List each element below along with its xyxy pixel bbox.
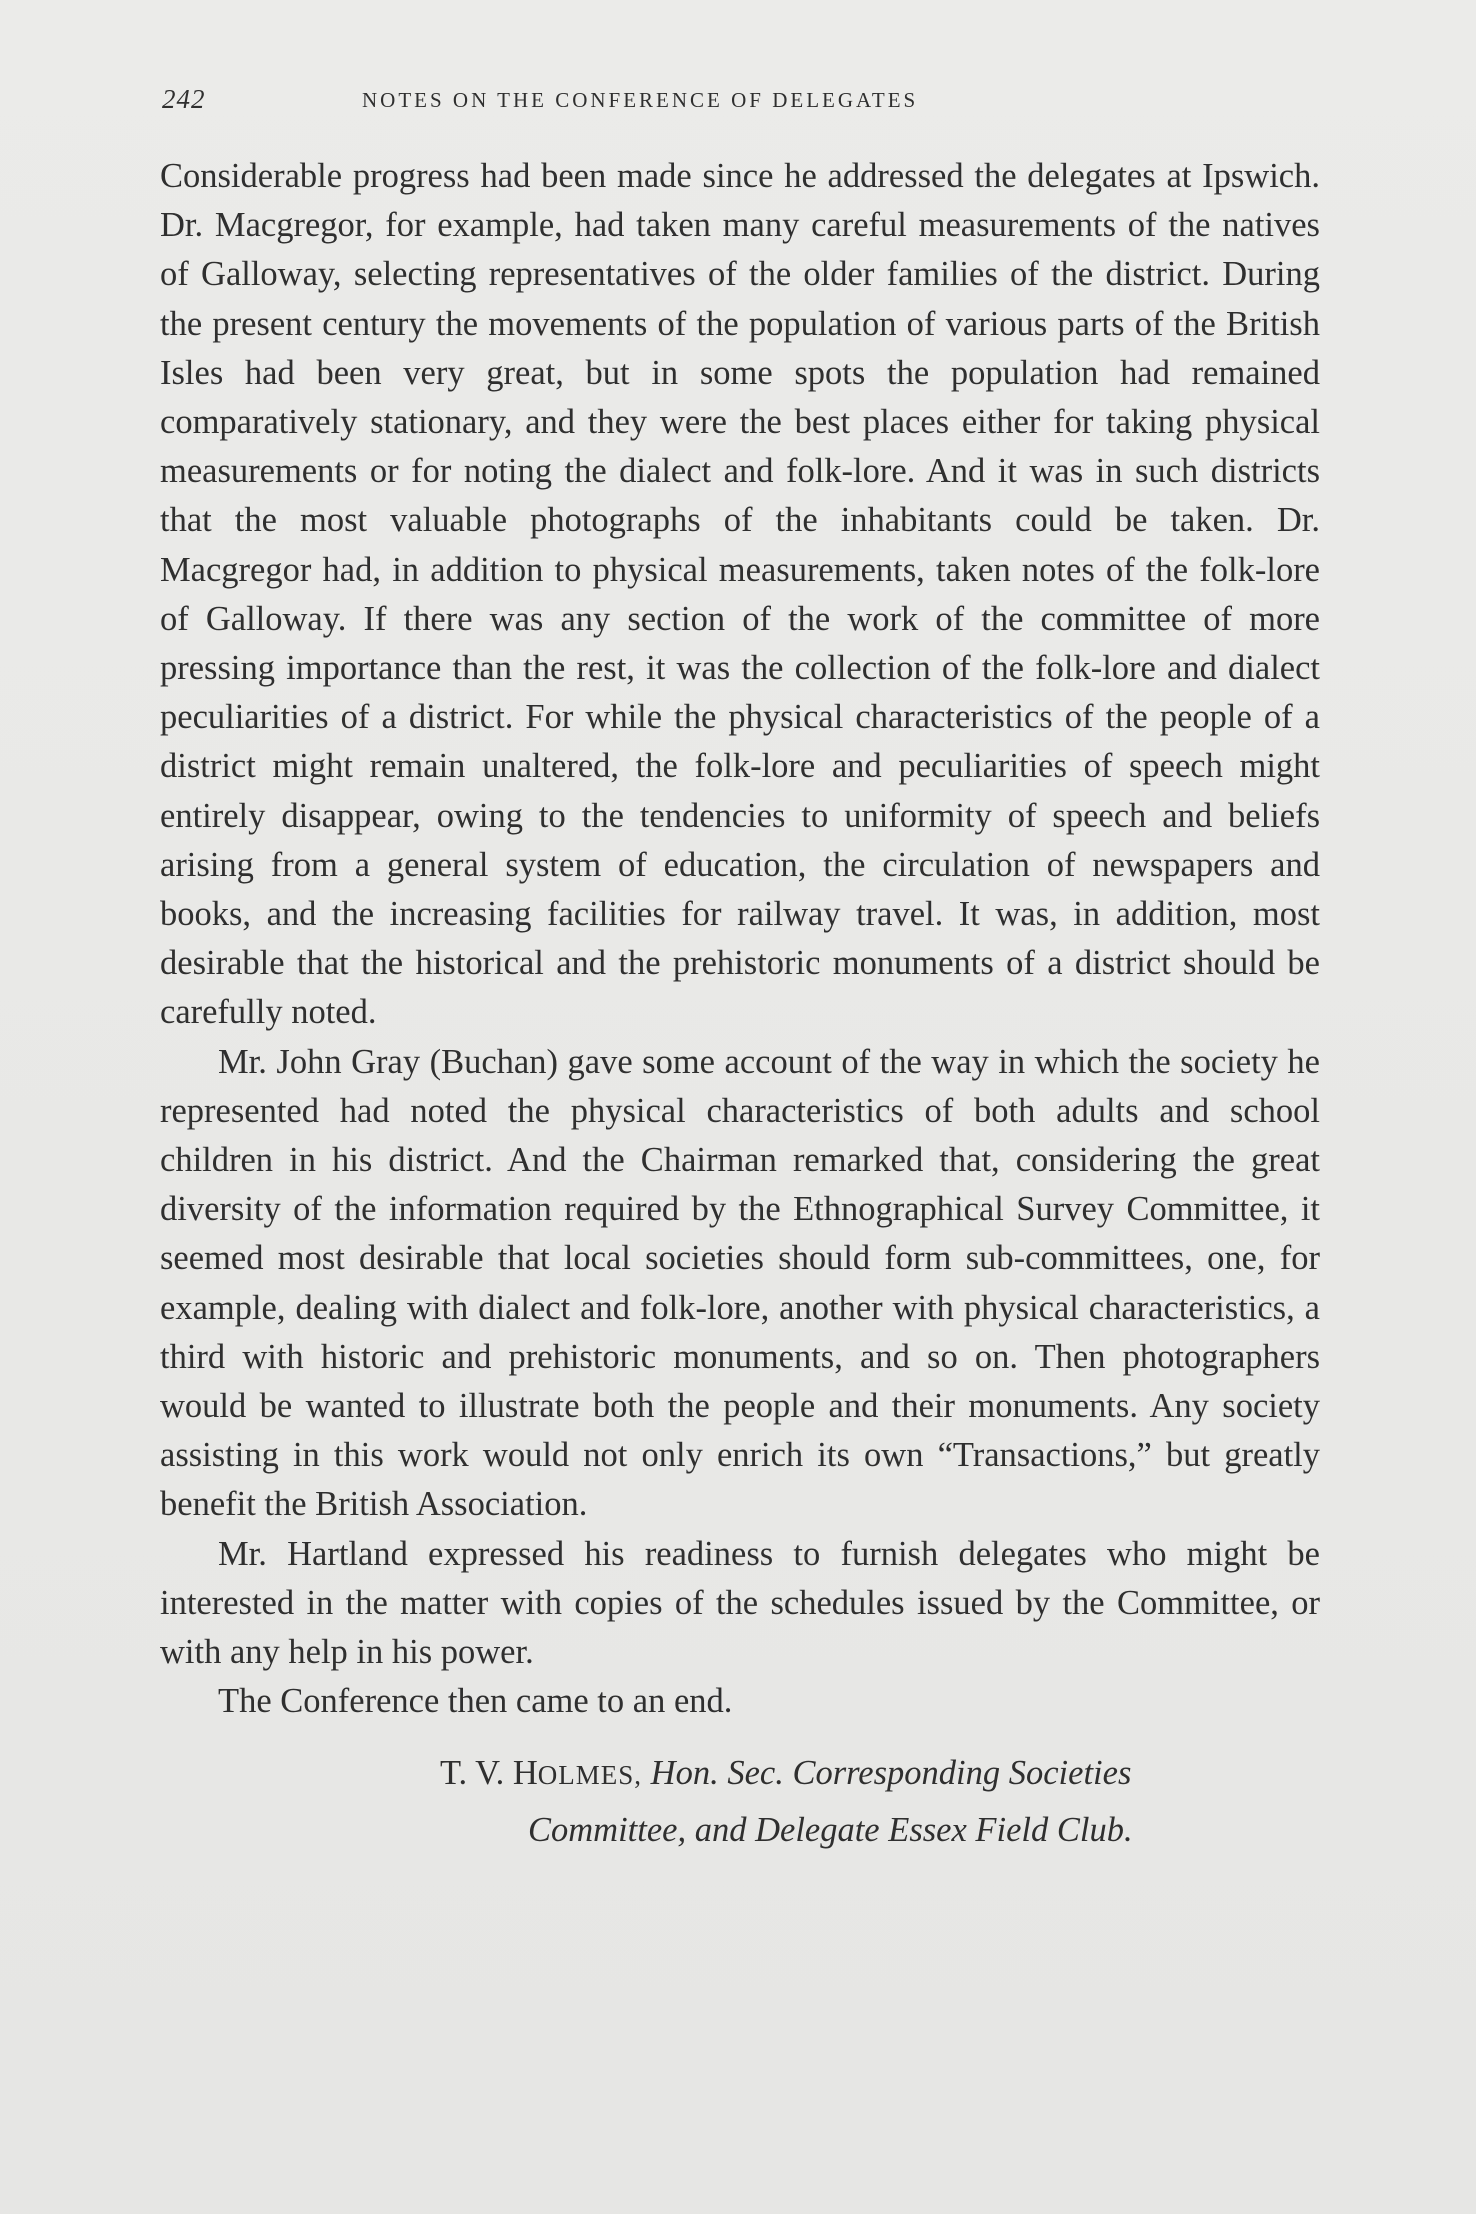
signature-line-1: [440, 1746, 1320, 1803]
signature-initials: T. V. H: [440, 1754, 538, 1792]
signature-line-2: [528, 1803, 1320, 1858]
page-number: 242: [162, 84, 206, 114]
signature-title-1: Hon. Sec. Corresponding Societies: [650, 1754, 1132, 1792]
paragraph-3: Mr. Hartland expressed his readiness to furnish delegates who might be interested in the matter with copies of the schedules issued by the Committee, or with any help in his power.: [160, 1534, 1320, 1672]
signature-surname: OLMES,: [537, 1760, 643, 1790]
running-title: NOTES ON THE CONFERENCE OF DELEGATES: [362, 88, 919, 112]
body-text: [160, 152, 1320, 1727]
signature-title-2: Committee, and Delegate Essex Field Club.: [528, 1811, 1133, 1849]
page-header: [162, 84, 1322, 124]
paragraph-2: Mr. John Gray (Buchan) gave some account of the way in which the society he represented had noted the physical characteristics of both adults and school children in his district. And the Chairman remarked that, considering the great diversity of the information required by the Ethnographical Survey Committee, it seemed most desirable that local societies should form sub-committees, one, for example, dealing with dialect and folk-lore, another with physical characteristics, a third with historic and prehistoric monuments, and so on. Then photographers would be wanted to illustrate both the people and their monuments. Any society assisting in this work would not only enrich its own “Transactions,” but greatly benefit the British Association.: [160, 1042, 1320, 1524]
paragraph-1: Considerable progress had been made since he addressed the delegates at Ipswich. Dr. Macgregor, for example, had taken many careful measurements of the natives of Galloway, selecting representatives of the older families of the district. During the present century the movements of the population of various parts of the British Isles had been very great, but in some spots the population had remained comparatively stationary, and they were the best places either for taking physical measurements or for noting the dialect and folk-lore. And it was in such districts that the most valuable photographs of the inhabitants could be taken. Dr. Macgregor had, in addition to physical measurements, taken notes of the folk-lore of Galloway. If there was any section of the work of the committee of more pressing importance than the rest, it was the collection of the folk-lore and dialect peculiarities of a district. For while the physical characteristics of the people of a district might remain unaltered, the folk-lore and peculiarities of speech might entirely disappear, owing to the tendencies to uniformity of speech and beliefs arising from a general system of education, the circulation of newspapers and books, and the increasing facilities for railway travel. It was, in addition, most desirable that the historical and the prehistoric monuments of a district should be carefully noted.: [160, 157, 1320, 1032]
paragraph-4: The Conference then came to an end.: [218, 1682, 733, 1721]
signature-block: [160, 1746, 1320, 1858]
